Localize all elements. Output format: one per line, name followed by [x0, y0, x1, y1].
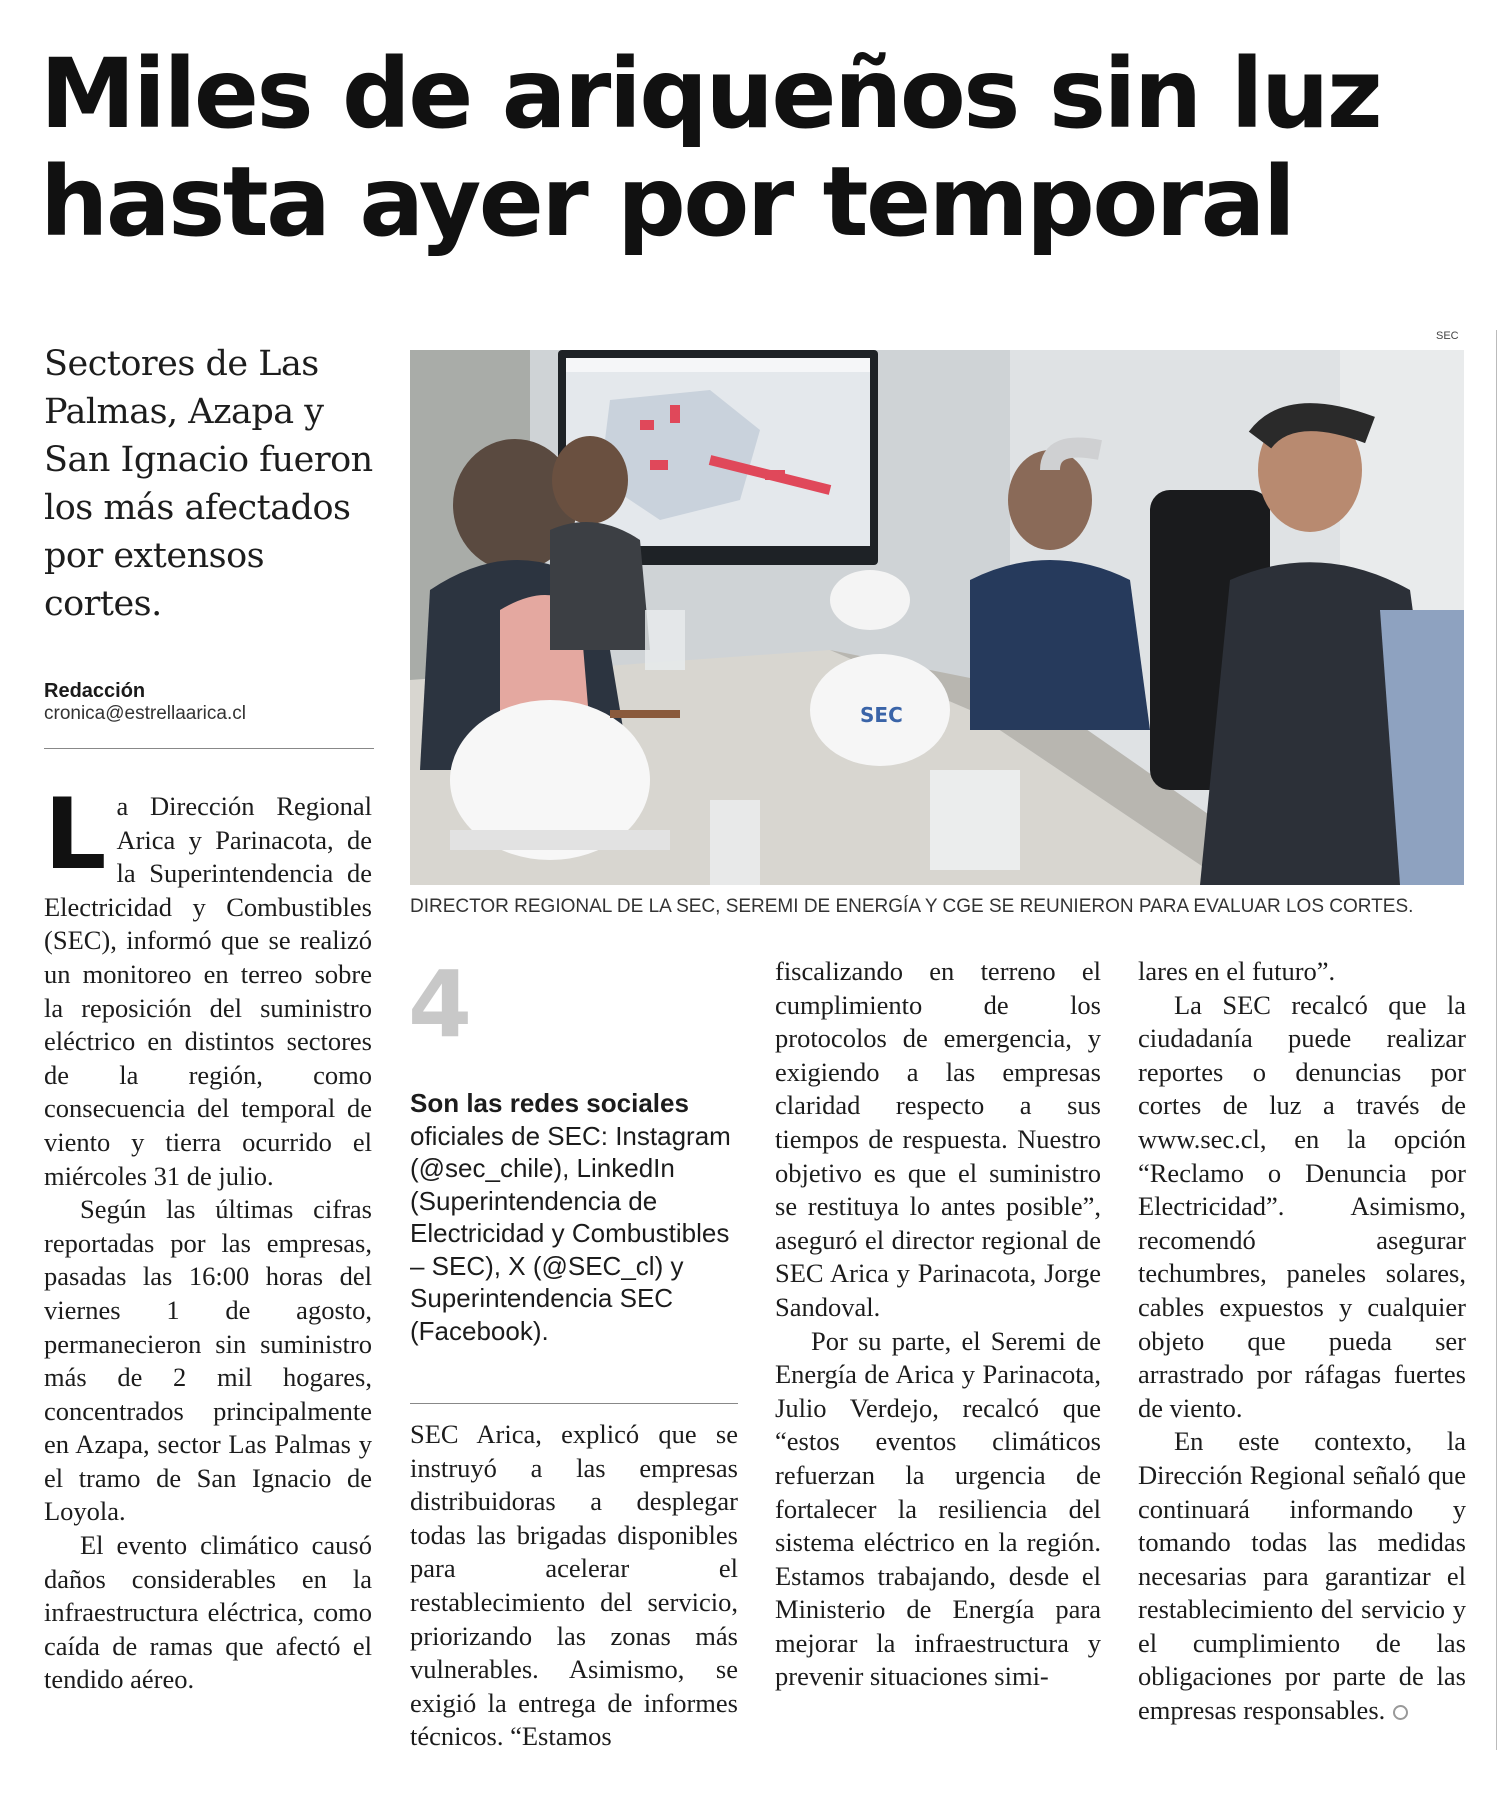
photo-caption: DIRECTOR REGIONAL DE LA SEC, SEREMI DE ENERGÍA Y CGE SE REUNIERON PARA EVALUAR LOS CORTES.: [410, 896, 1414, 917]
body-paragraph: La SEC recalcó que la ciudadanía puede realizar reportes o denuncias por cortes de luz a través de www.sec.cl, en la opción “Reclamo o Denuncia por Electricidad”. Asimismo, recomendó asegurar techumbres, paneles solares, cables expuestos y cualquier objeto que pueda ser arrastrado por ráfagas fuertes de viento.: [1138, 989, 1466, 1423]
headline-line-1: Miles de ariqueños sin luz: [40, 38, 1381, 150]
body-column-4: [1138, 955, 1466, 1728]
helmet-label: SEC: [860, 703, 903, 727]
headline: [40, 40, 1470, 256]
body-column-2: [410, 1418, 738, 1754]
body-paragraph: fiscalizando en terreno el cumplimiento de los protocolos de emergencia, y exigiendo a las empresas claridad respecto a sus tiempos de respuesta. Nuestro objetivo es que el suministro se restituya lo antes posible”, aseguró el director regional de SEC Arica y Parinacota, Jorge Sandoval.: [775, 956, 1101, 1322]
author-name: Redacción: [44, 680, 146, 702]
drop-cap: L: [44, 778, 107, 892]
byline-divider: [44, 748, 374, 749]
body-paragraph: El evento climático causó daños considerables en la infraestructura eléctrica, como caída de ramas que afectó el tendido aéreo.: [44, 1530, 372, 1695]
body-paragraph: lares en el futuro”.: [1138, 956, 1336, 986]
author-email[interactable]: cronica@estrellaarica.cl: [44, 703, 246, 724]
headline-line-2: hasta ayer por temporal: [40, 146, 1294, 258]
end-of-article-icon: [1393, 1705, 1408, 1720]
body-paragraph: La Dirección Regional Arica y Parinacota, de la Superintendencia de Electricidad y Combustibles (SEC), informó que se realizó un monitoreo en terreo sobre la reposición del suministro eléctrico en distintos sectores de la región, como consecuencia del temporal de viento y tierra ocurrido el miércoles 31 de julio.: [44, 778, 372, 1191]
body-column-3: [775, 955, 1101, 1694]
byline: [44, 680, 246, 725]
meeting-room-illustration: [410, 350, 1464, 885]
body-paragraph: Por su parte, el Seremi de Energía de Arica y Parinacota, Julio Verdejo, recalcó que “estos eventos climáticos refuerzan la urgencia de fortalecer la resiliencia del sistema eléctrico en la región. Estamos trabajando, desde el Ministerio de Energía para mejorar la infraestructura y prevenir situaciones simi-: [775, 1325, 1101, 1692]
body-paragraph: En este contexto, la Dirección Regional señaló que continuará informando y tomando todas las medidas necesarias para garantizar el restablecimiento del servicio y el cumplimiento de las obligaciones por parte de las empresas responsables.: [1138, 1426, 1466, 1726]
body-column-1: [44, 778, 372, 1697]
article-dek: Sectores de Las Palmas, Azapa y San Ignacio fueron los más afectados por extensos cortes.: [44, 344, 373, 624]
photo-credit: SEC: [1436, 330, 1459, 342]
sidebar-lead: Son las redes sociales: [410, 1088, 689, 1118]
sidebar-number: 4: [408, 951, 473, 1058]
page-margin-line: [1496, 330, 1497, 1750]
sidebar-divider: [410, 1403, 738, 1404]
body-paragraph: SEC Arica, explicó que se instruyó a las empresas distribuidoras a desplegar todas las brigadas disponibles para acelerar el restablecimiento del servicio, priorizando las zonas más vulnerables. Asimismo, se exigió la entrega de informes técnicos. “Estamos: [410, 1419, 738, 1752]
sidebar-fact: [410, 1087, 738, 1347]
sidebar-text: oficiales de SEC: Instagram (@sec_chile), LinkedIn (Superintendencia de Electricidad y Combustibles – SEC), X (@SEC_cl) y Superintendencia SEC (Facebook).: [410, 1120, 731, 1346]
body-paragraph: Según las últimas cifras reportadas por las empresas, pasadas las 16:00 horas del viernes 1 de agosto, permanecieron sin suministro más de 2 mil hogares, concentrados principalmente en Azapa, sector Las Palmas y el tramo de San Ignacio de Loyola.: [44, 1194, 372, 1527]
article-photo: [410, 350, 1464, 885]
